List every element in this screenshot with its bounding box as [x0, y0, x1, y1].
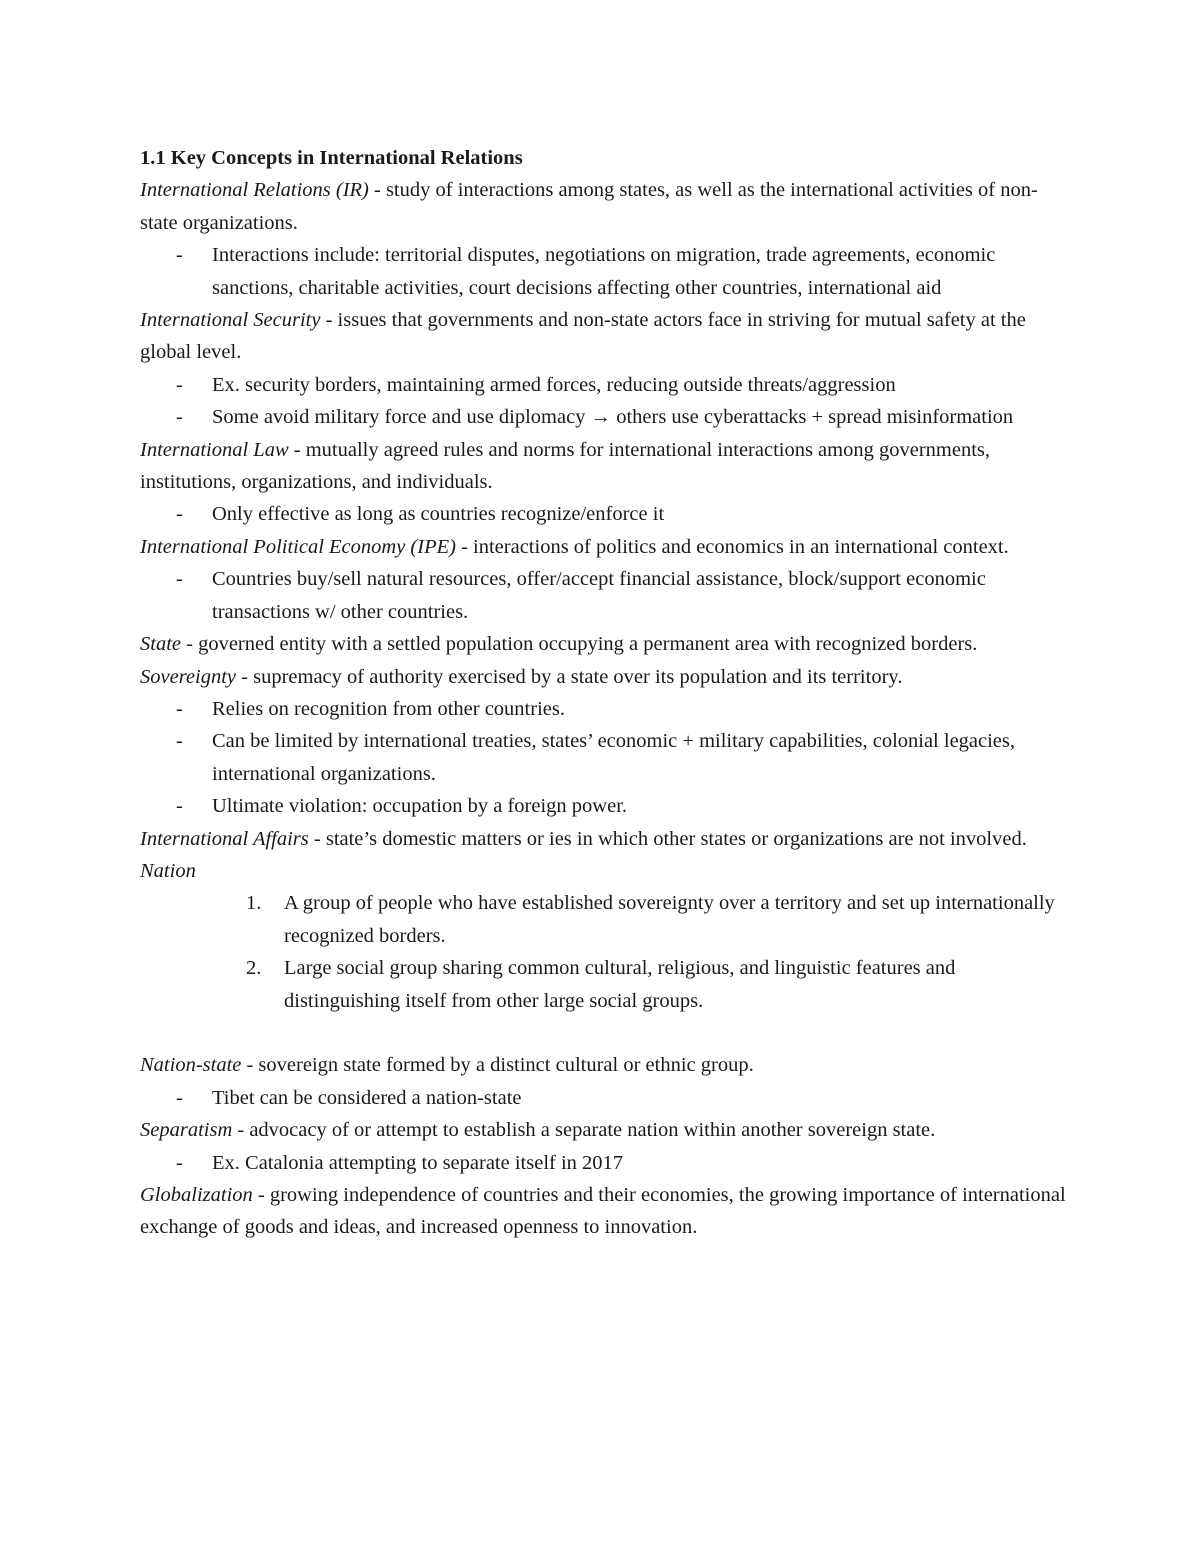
- bullet-text: Ultimate violation: occupation by a foreign power.: [212, 795, 628, 818]
- definition-nation: [140, 855, 1070, 887]
- bullet-list: [140, 1147, 1070, 1179]
- definition-ipe: [140, 531, 1070, 563]
- definition-nation-state: [140, 1049, 1070, 1081]
- bullet-text: Relies on recognition from other countries.: [212, 697, 565, 720]
- dash-marker: -: [176, 730, 183, 753]
- dash-marker: -: [176, 568, 183, 591]
- dash-marker: -: [176, 795, 183, 818]
- number-marker: 1.: [246, 892, 262, 915]
- dash-marker: -: [176, 406, 183, 429]
- bullet-item: [140, 725, 1070, 790]
- bullet-list: [140, 498, 1070, 530]
- definition-affairs: [140, 823, 1070, 855]
- term-globalization: Globalization: [140, 1183, 253, 1206]
- definition-law: [140, 434, 1070, 499]
- bullet-list: [140, 239, 1070, 304]
- bullet-item: [140, 563, 1070, 628]
- term-ir: International Relations (IR): [140, 179, 369, 202]
- bullet-item: [140, 239, 1070, 304]
- definition-sovereignty: [140, 661, 1070, 693]
- definition-security: [140, 304, 1070, 369]
- dash-marker: -: [176, 1086, 183, 1109]
- dash-marker: -: [176, 1151, 183, 1174]
- bullet-text: Only effective as long as countries recognize/enforce it: [212, 503, 665, 526]
- definition-text: - mutually agreed rules and norms for international interactions among governments, institutions, organizations, and individuals.: [140, 438, 990, 494]
- definition-text: - growing independence of countries and their economies, the growing importance of international exchange of goods and ideas, and increased openness to innovation.: [140, 1183, 1066, 1239]
- term-sovereignty: Sovereignty: [140, 665, 237, 688]
- bullet-item: [140, 498, 1070, 530]
- definition-text: - supremacy of authority exercised by a state over its population and its territory.: [236, 665, 903, 688]
- bullet-list: [140, 369, 1070, 434]
- term-state: State: [140, 633, 181, 656]
- bullet-text: Can be limited by international treaties, states’ economic + military capabilities, colonial legacies, international organizations.: [212, 730, 1016, 785]
- term-security: International Security: [140, 309, 321, 332]
- number-marker: 2.: [246, 957, 262, 980]
- bullet-text: Tibet can be considered a nation-state: [212, 1086, 522, 1109]
- bullet-text: Ex. security borders, maintaining armed forces, reducing outside threats/aggression: [212, 373, 896, 396]
- blank-line: [140, 1017, 1070, 1049]
- bullet-list: [140, 1082, 1070, 1114]
- definition-text: - governed entity with a settled population occupying a permanent area with recognized borders.: [181, 633, 978, 656]
- bullet-item: [140, 790, 1070, 822]
- term-affairs: International Affairs: [140, 827, 309, 850]
- term-nation-state: Nation-state: [140, 1054, 242, 1077]
- numbered-item: [140, 887, 1070, 952]
- definition-ir: [140, 174, 1070, 239]
- section-heading: 1.1 Key Concepts in International Relations: [140, 147, 523, 169]
- term-nation: Nation: [140, 859, 196, 882]
- definition-separatism: [140, 1114, 1070, 1146]
- bullet-list: [140, 563, 1070, 628]
- bullet-text: Some avoid military force and use diplomacy → others use cyberattacks + spread misinformation: [212, 406, 1014, 429]
- definition-globalization: [140, 1179, 1070, 1244]
- term-ipe: International Political Economy (IPE): [140, 535, 456, 558]
- term-law: International Law: [140, 438, 289, 461]
- numbered-text: A group of people who have established sovereignty over a territory and set up internationally recognized borders.: [284, 892, 1055, 947]
- definition-text: - issues that governments and non-state actors face in striving for mutual safety at the global level.: [140, 309, 1026, 364]
- numbered-item: [140, 952, 1070, 1017]
- numbered-text: Large social group sharing common cultural, religious, and linguistic features and distinguishing itself from other large social groups.: [284, 957, 956, 1012]
- dash-marker: -: [176, 697, 183, 720]
- bullet-text: Interactions include: territorial disputes, negotiations on migration, trade agreements, economic sanctions, charitable activities, court decisions affecting other countries, international aid: [212, 244, 996, 299]
- bullet-item: [140, 1147, 1070, 1179]
- bullet-item: [140, 401, 1070, 433]
- bullet-item: [140, 693, 1070, 725]
- dash-marker: -: [176, 373, 183, 396]
- numbered-list: [140, 887, 1070, 1017]
- dash-marker: -: [176, 503, 183, 526]
- definition-text: - advocacy of or attempt to establish a separate nation within another sovereign state.: [232, 1119, 936, 1142]
- bullet-item: [140, 369, 1070, 401]
- bullet-text: Ex. Catalonia attempting to separate itself in 2017: [212, 1151, 624, 1174]
- definition-text: - state’s domestic matters or ies in which other states or organizations are not involved.: [308, 827, 1027, 850]
- definition-text: - sovereign state formed by a distinct cultural or ethnic group.: [241, 1054, 754, 1077]
- definition-text: - study of interactions among states, as well as the international activities of non-state organizations.: [140, 179, 1038, 234]
- bullet-list: [140, 693, 1070, 823]
- document-page: [140, 142, 1070, 1244]
- bullet-text: Countries buy/sell natural resources, offer/accept financial assistance, block/support economic transactions w/ other countries.: [212, 568, 986, 623]
- bullet-item: [140, 1082, 1070, 1114]
- dash-marker: -: [176, 244, 183, 267]
- definition-text: - interactions of politics and economics in an international context.: [455, 535, 1009, 558]
- definition-state: [140, 628, 1070, 660]
- term-separatism: Separatism: [140, 1119, 233, 1142]
